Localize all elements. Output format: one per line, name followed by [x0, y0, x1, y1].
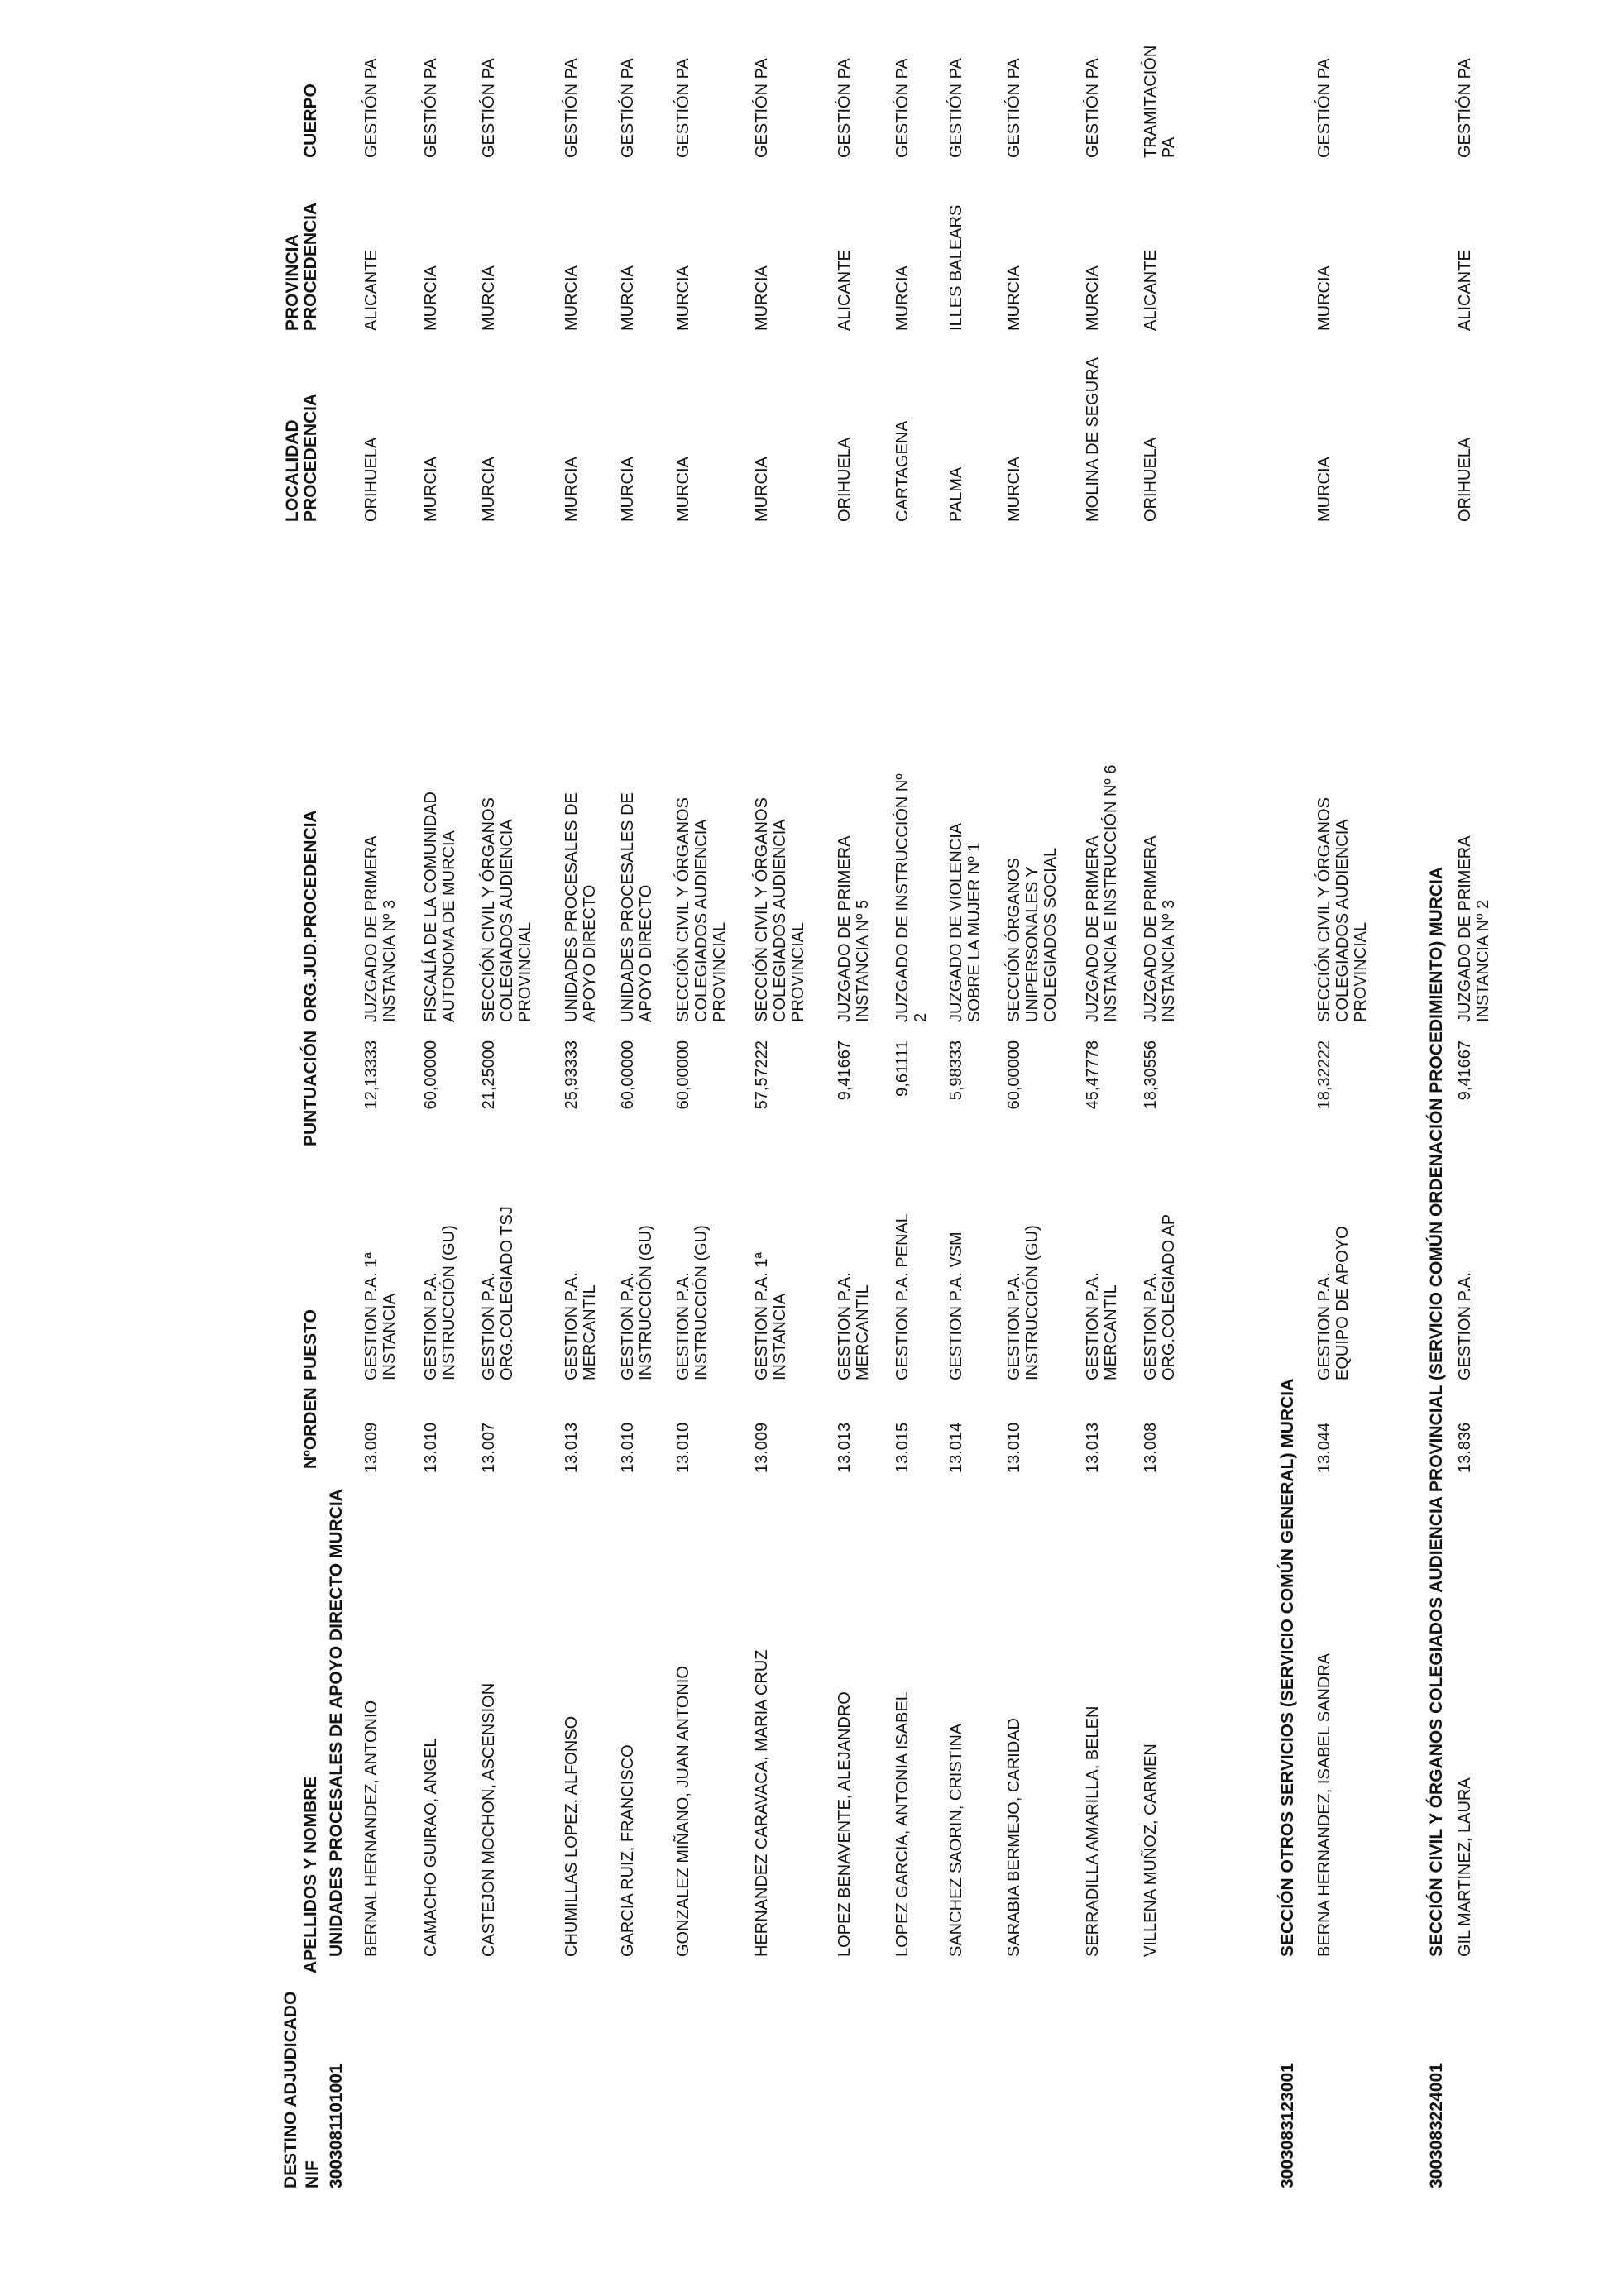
provincia-procedencia: ALICANTE [1142, 250, 1160, 331]
org-procedencia-line: SECCIÓN CIVIL Y ÓRGANOS [1315, 797, 1333, 1022]
puntuacion-value: 21,25000 [480, 1040, 498, 1110]
col-header-puesto: PUESTO [301, 1309, 320, 1380]
cuerpo-line: GESTIÓN PA [362, 58, 381, 158]
provincia-procedencia: MURCIA [563, 265, 581, 331]
puesto-line: GESTION P.A. [1315, 1272, 1333, 1380]
puesto-line: GESTION P.A. 1ª [753, 1252, 771, 1380]
orden-number: 13.009 [362, 1422, 381, 1473]
provincia-procedencia: MURCIA [893, 265, 912, 331]
localidad-procedencia: ORIHUELA [835, 437, 854, 522]
localidad-procedencia: MURCIA [619, 457, 637, 522]
org-procedencia-line: UNIDADES PROCESALES DE [619, 792, 637, 1022]
section-title: UNIDADES PROCESALES DE APOYO DIRECTO MURCIA [327, 1489, 346, 1957]
employee-name: CASTEJON MOCHON, ASCENSION [480, 1682, 498, 1957]
cuerpo-line: GESTIÓN PA [422, 58, 440, 158]
org-procedencia-line: SECCIÓN CIVIL Y ÓRGANOS [480, 797, 498, 1022]
employee-name: GONZALEZ MIÑANO, JUAN ANTONIO [674, 1666, 692, 1957]
cuerpo-line: GESTIÓN PA [1315, 58, 1333, 158]
employee-name: LOPEZ BENAVENTE, ALEJANDRO [835, 1691, 854, 1957]
org-procedencia-line: COLEGIADOS AUDIENCIA [1333, 819, 1352, 1022]
puesto-line: MERCANTIL [581, 1284, 599, 1380]
org-procedencia-line: PROVINCIAL [516, 921, 534, 1022]
employee-name: SANCHEZ SAORIN, CRISTINA [947, 1723, 965, 1957]
cuerpo-line: GESTIÓN PA [480, 58, 498, 158]
employee-name: GARCIA RUIZ, FRANCISCO [619, 1744, 637, 1957]
puesto-line: INSTRUCCIÓN (GU) [637, 1225, 655, 1380]
cuerpo-line: GESTIÓN PA [1084, 58, 1102, 158]
col-header-localidad-1: LOCALIDAD [283, 419, 302, 522]
cuerpo-line: GESTIÓN PA [563, 58, 581, 158]
org-procedencia-line: SECCIÓN ÓRGANOS [1005, 858, 1023, 1022]
puesto-line: MERCANTIL [854, 1284, 872, 1380]
puesto-line: INSTANCIA [771, 1293, 789, 1380]
puesto-line: EQUIPO DE APOYO [1333, 1226, 1352, 1380]
puesto-line: GESTION P.A. [619, 1272, 637, 1380]
employee-name: BERNA HERNANDEZ, ISABEL SANDRA [1315, 1653, 1333, 1957]
cuerpo-line: GESTIÓN PA [619, 58, 637, 158]
col-header-localidad-2: PROCEDENCIA [301, 393, 320, 522]
section-code: 3003081101001 [327, 2064, 346, 2188]
col-header-norden: NºORDEN [301, 1387, 320, 1469]
org-procedencia-line: UNIPERSONALES Y [1023, 866, 1041, 1022]
puesto-line: GESTION P.A. VSM [947, 1232, 965, 1380]
org-procedencia-line: APOYO DIRECTO [637, 884, 655, 1022]
employee-name: CAMACHO GUIRAO, ANGEL [422, 1738, 440, 1957]
puesto-line: INSTRUCCIÓN (GU) [692, 1225, 711, 1380]
employee-name: GIL MARTINEZ, LAURA [1456, 1777, 1474, 1957]
orden-number: 13.010 [619, 1422, 637, 1473]
org-procedencia-line: PROVINCIAL [789, 921, 807, 1022]
orden-number: 13.010 [1005, 1422, 1023, 1473]
puntuacion-value: 12,13333 [362, 1040, 381, 1110]
puntuacion-value: 5,98333 [947, 1040, 965, 1101]
puntuacion-value: 18,30556 [1142, 1040, 1160, 1110]
employee-name: LOPEZ GARCIA, ANTONIA ISABEL [893, 1691, 912, 1957]
cuerpo-line: TRAMITACIÓN [1142, 45, 1160, 158]
cuerpo-line: GESTIÓN PA [1005, 58, 1023, 158]
org-procedencia-line: SECCIÓN CIVIL Y ÓRGANOS [753, 797, 771, 1022]
localidad-procedencia: PALMA [947, 466, 965, 522]
org-procedencia-line: JUZGADO DE PRIMERA [1142, 835, 1160, 1022]
localidad-procedencia: CARTAGENA [893, 420, 912, 522]
org-procedencia-line: COLEGIADOS AUDIENCIA [692, 819, 711, 1022]
org-procedencia-line: SECCIÓN CIVIL Y ÓRGANOS [674, 797, 692, 1022]
orden-number: 13.836 [1456, 1422, 1474, 1473]
provincia-procedencia: MURCIA [1005, 265, 1023, 331]
org-procedencia-line: INSTANCIA Nº 5 [854, 899, 872, 1022]
section-title: SECCIÓN CIVIL Y ÓRGANOS COLEGIADOS AUDIENCIA PROVINCIAL (SERVICIO COMÚN ORDENACIÓN PROCEDIMIENTO) MURCIA [1427, 866, 1446, 1957]
employee-name: BERNAL HERNANDEZ, ANTONIO [362, 1700, 381, 1957]
puesto-line: GESTION P.A. [1142, 1272, 1160, 1380]
puesto-line: INSTRUCCIÓN (GU) [440, 1225, 458, 1380]
org-procedencia-line: INSTANCIA E INSTRUCCIÓN Nº 6 [1102, 764, 1120, 1022]
puesto-line: GESTION P.A. [1084, 1272, 1102, 1380]
puesto-line: GESTION P.A. PENAL [893, 1213, 912, 1380]
provincia-procedencia: MURCIA [1084, 265, 1102, 331]
orden-number: 13.014 [947, 1422, 965, 1473]
org-procedencia-line: PROVINCIAL [1352, 921, 1370, 1022]
puntuacion-value: 60,00000 [422, 1040, 440, 1110]
org-procedencia-line: FISCALÍA DE LA COMUNIDAD [422, 792, 440, 1022]
provincia-procedencia: MURCIA [422, 265, 440, 331]
localidad-procedencia: ORIHUELA [1142, 437, 1160, 522]
col-header-nif: NIF [303, 2160, 322, 2188]
localidad-procedencia: MURCIA [753, 457, 771, 522]
provincia-procedencia: ALICANTE [362, 250, 381, 331]
localidad-procedencia: MOLINA DE SEGURA [1084, 357, 1102, 522]
puntuacion-value: 45,47778 [1084, 1040, 1102, 1110]
employee-name: SARABIA BERMEJO, CARIDAD [1005, 1718, 1023, 1957]
org-procedencia-line: COLEGIADOS AUDIENCIA [771, 819, 789, 1022]
localidad-procedencia: MURCIA [480, 457, 498, 522]
cuerpo-line: GESTIÓN PA [1456, 58, 1474, 158]
puesto-line: MERCANTIL [1102, 1284, 1120, 1380]
employee-name: CHUMILLAS LOPEZ, ALFONSO [563, 1715, 581, 1957]
org-procedencia-line: INSTANCIA Nº 2 [1474, 899, 1492, 1022]
localidad-procedencia: MURCIA [674, 457, 692, 522]
puesto-line: INSTRUCCIÓN (GU) [1023, 1225, 1041, 1380]
col-header-org: ORG.JUD.PROCEDENCIA [301, 810, 320, 1022]
puntuacion-value: 60,00000 [1005, 1040, 1023, 1110]
orden-number: 13.015 [893, 1422, 912, 1473]
col-header-apellidos: APELLIDOS Y NOMBRE [301, 1776, 320, 1973]
cuerpo-line: GESTIÓN PA [893, 58, 912, 158]
puesto-line: GESTION P.A. [563, 1272, 581, 1380]
puesto-line: GESTION P.A. [1005, 1272, 1023, 1380]
provincia-procedencia: MURCIA [480, 265, 498, 331]
cuerpo-line: GESTIÓN PA [835, 58, 854, 158]
cuerpo-line: PA [1160, 136, 1178, 158]
section-code: 3003083224001 [1427, 2063, 1446, 2188]
provincia-procedencia: ILLES BALEARS [947, 204, 965, 331]
org-procedencia-line: JUZGADO DE PRIMERA [1456, 835, 1474, 1022]
provincia-procedencia: ALICANTE [835, 250, 854, 331]
puesto-line: GESTION P.A. [1456, 1272, 1474, 1380]
puesto-line: INSTANCIA [381, 1293, 399, 1380]
section-code: 3003083123001 [1278, 2063, 1297, 2188]
puntuacion-value: 57,57222 [753, 1040, 771, 1110]
puesto-line: GESTION P.A. [674, 1272, 692, 1380]
puntuacion-value: 60,00000 [674, 1040, 692, 1110]
localidad-procedencia: MURCIA [563, 457, 581, 522]
orden-number: 13.010 [674, 1422, 692, 1473]
org-procedencia-line: APOYO DIRECTO [581, 884, 599, 1022]
employee-name: SERRADILLA AMARILLA, BELEN [1084, 1705, 1102, 1957]
puesto-line: ORG.COLEGIADO TSJ [498, 1206, 516, 1380]
orden-number: 13.009 [753, 1422, 771, 1473]
org-procedencia-line: JUZGADO DE INSTRUCCIÓN Nº [893, 773, 912, 1022]
cuerpo-line: GESTIÓN PA [753, 58, 771, 158]
puesto-line: GESTION P.A. 1ª [362, 1252, 381, 1380]
section-title: SECCIÓN OTROS SERVICIOS (SERVICIO COMÚN GENERAL) MURCIA [1278, 1378, 1297, 1957]
org-procedencia-line: JUZGADO DE PRIMERA [1084, 835, 1102, 1022]
cuerpo-line: GESTIÓN PA [674, 58, 692, 158]
org-procedencia-line: AUTONOMA DE MURCIA [440, 830, 458, 1022]
puntuacion-value: 25,93333 [563, 1040, 581, 1110]
org-procedencia-line: JUZGADO DE PRIMERA [362, 835, 381, 1022]
employee-name: HERNANDEZ CARAVACA, MARIA CRUZ [753, 1649, 771, 1957]
puesto-line: GESTION P.A. [422, 1272, 440, 1380]
destino-adjudicado-title: DESTINO ADJUDICADO [281, 1991, 300, 2188]
employee-name: VILLENA MUÑOZ, CARMEN [1142, 1744, 1160, 1957]
puesto-line: GESTION P.A. [480, 1272, 498, 1380]
provincia-procedencia: MURCIA [674, 265, 692, 331]
org-procedencia-line: INSTANCIA Nº 3 [381, 899, 399, 1022]
col-header-provincia-2: PROCEDENCIA [301, 202, 320, 331]
puesto-line: GESTION P.A. [835, 1272, 854, 1380]
provincia-procedencia: MURCIA [619, 265, 637, 331]
orden-number: 13.013 [1084, 1422, 1102, 1473]
localidad-procedencia: MURCIA [1005, 457, 1023, 522]
org-procedencia-line: JUZGADO DE VIOLENCIA [947, 822, 965, 1022]
puntuacion-value: 60,00000 [619, 1040, 637, 1110]
puntuacion-value: 9,61111 [893, 1040, 912, 1097]
orden-number: 13.013 [835, 1422, 854, 1473]
org-procedencia-line: COLEGIADOS SOCIAL [1041, 847, 1060, 1022]
org-procedencia-line: UNIDADES PROCESALES DE [563, 792, 581, 1022]
org-procedencia-line: JUZGADO DE PRIMERA [835, 835, 854, 1022]
col-header-provincia-1: PROVINCIA [283, 234, 302, 331]
puntuacion-value: 18,32222 [1315, 1040, 1333, 1110]
orden-number: 13.010 [422, 1422, 440, 1473]
orden-number: 13.013 [563, 1422, 581, 1473]
cuerpo-line: GESTIÓN PA [947, 58, 965, 158]
org-procedencia-line: INSTANCIA Nº 3 [1160, 899, 1178, 1022]
org-procedencia-line: COLEGIADOS AUDIENCIA [498, 819, 516, 1022]
col-header-cuerpo: CUERPO [301, 84, 320, 158]
orden-number: 13.044 [1315, 1422, 1333, 1473]
provincia-procedencia: MURCIA [1315, 265, 1333, 331]
provincia-procedencia: MURCIA [753, 265, 771, 331]
puntuacion-value: 9,41667 [1456, 1040, 1474, 1101]
localidad-procedencia: MURCIA [1315, 457, 1333, 522]
puesto-line: ORG.COLEGIADO AP [1160, 1213, 1178, 1380]
localidad-procedencia: MURCIA [422, 457, 440, 522]
org-procedencia-line: PROVINCIAL [711, 921, 729, 1022]
localidad-procedencia: ORIHUELA [1456, 437, 1474, 522]
provincia-procedencia: ALICANTE [1456, 250, 1474, 331]
puntuacion-value: 9,41667 [835, 1040, 854, 1101]
col-header-puntuacion: PUNTUACIÓN [301, 1031, 320, 1146]
orden-number: 13.007 [480, 1422, 498, 1473]
orden-number: 13.008 [1142, 1422, 1160, 1473]
org-procedencia-line: 2 [912, 1012, 930, 1022]
localidad-procedencia: ORIHUELA [362, 437, 381, 522]
org-procedencia-line: SOBRE LA MUJER Nº 1 [965, 842, 984, 1022]
